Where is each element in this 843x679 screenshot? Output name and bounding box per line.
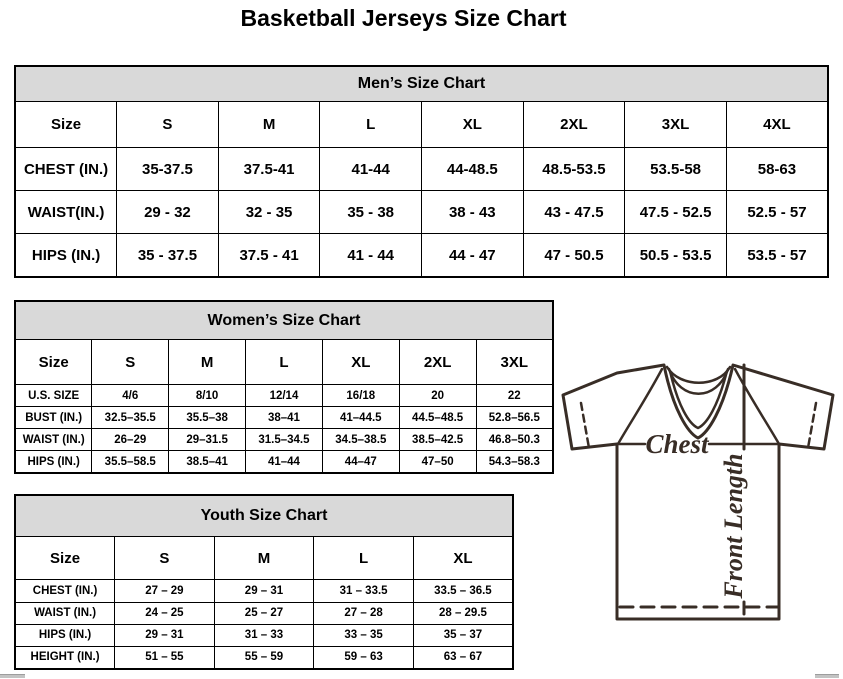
size-value-cell: 27 – 28: [314, 602, 414, 624]
size-value-cell: 51 – 55: [115, 646, 215, 669]
size-value-cell: 35.5–38: [169, 407, 246, 429]
size-value-cell: 44-48.5: [422, 148, 524, 191]
size-value-cell: 37.5 - 41: [218, 234, 320, 278]
size-value-cell: 43 - 47.5: [523, 191, 625, 234]
size-value-cell: 41-44: [320, 148, 422, 191]
table-title-row: [15, 301, 553, 340]
size-value-cell: 22: [476, 385, 553, 407]
table-row: [15, 451, 553, 474]
column-header: L: [320, 102, 422, 148]
table-title: Women’s Size Chart: [15, 301, 553, 340]
size-value-cell: 29 – 31: [115, 624, 215, 646]
column-header: 3XL: [625, 102, 727, 148]
table-title-row: [15, 66, 828, 102]
size-value-cell: 41–44: [246, 451, 323, 474]
size-value-cell: 59 – 63: [314, 646, 414, 669]
row-label: BUST (IN.): [15, 407, 92, 429]
womens-size-table: [14, 300, 554, 474]
table-row: [15, 385, 553, 407]
size-value-cell: 28 – 29.5: [413, 602, 513, 624]
row-label: HIPS (IN.): [15, 451, 92, 474]
size-value-cell: 47.5 - 52.5: [625, 191, 727, 234]
size-value-cell: 52.8–56.5: [476, 407, 553, 429]
row-label: WAIST(IN.): [15, 191, 117, 234]
size-value-cell: 41 - 44: [320, 234, 422, 278]
mens-size-table: [14, 65, 829, 278]
size-value-cell: 55 – 59: [214, 646, 314, 669]
size-value-cell: 52.5 - 57: [726, 191, 828, 234]
size-value-cell: 48.5-53.5: [523, 148, 625, 191]
size-value-cell: 32 - 35: [218, 191, 320, 234]
size-value-cell: 12/14: [246, 385, 323, 407]
size-value-cell: 29 - 32: [117, 191, 219, 234]
size-value-cell: 4/6: [92, 385, 169, 407]
youth-size-table: [14, 494, 514, 670]
column-header: S: [92, 340, 169, 385]
column-header: S: [117, 102, 219, 148]
column-header: 3XL: [476, 340, 553, 385]
size-value-cell: 47–50: [399, 451, 476, 474]
size-value-cell: 38–41: [246, 407, 323, 429]
column-header: S: [115, 537, 215, 580]
size-value-cell: 38 - 43: [422, 191, 524, 234]
size-value-cell: 33.5 – 36.5: [413, 580, 513, 602]
collar-rib-line: [669, 369, 728, 394]
column-header: M: [169, 340, 246, 385]
size-value-cell: 16/18: [322, 385, 399, 407]
column-header-row: [15, 537, 513, 580]
size-value-cell: 58-63: [726, 148, 828, 191]
table-row: [15, 407, 553, 429]
size-value-cell: 29–31.5: [169, 429, 246, 451]
size-value-cell: 38.5–42.5: [399, 429, 476, 451]
table-title: Men’s Size Chart: [15, 66, 828, 102]
column-header: 2XL: [399, 340, 476, 385]
row-label: WAIST (IN.): [15, 602, 115, 624]
size-value-cell: 20: [399, 385, 476, 407]
column-header-row: [15, 102, 828, 148]
table-row: [15, 148, 828, 191]
column-header: L: [314, 537, 414, 580]
size-value-cell: 35 - 37.5: [117, 234, 219, 278]
size-value-cell: 35-37.5: [117, 148, 219, 191]
size-value-cell: 53.5-58: [625, 148, 727, 191]
chest-label: Chest: [645, 429, 709, 459]
table-title: Youth Size Chart: [15, 495, 513, 537]
table-row: [15, 429, 553, 451]
size-value-cell: 38.5–41: [169, 451, 246, 474]
column-header: Size: [15, 102, 117, 148]
size-value-cell: 8/10: [169, 385, 246, 407]
column-header: Size: [15, 340, 92, 385]
size-value-cell: 44–47: [322, 451, 399, 474]
size-value-cell: 32.5–35.5: [92, 407, 169, 429]
column-header: 4XL: [726, 102, 828, 148]
row-label: HIPS (IN.): [15, 624, 115, 646]
row-label: CHEST (IN.): [15, 580, 115, 602]
table-row: [15, 602, 513, 624]
size-value-cell: 37.5-41: [218, 148, 320, 191]
size-value-cell: 41–44.5: [322, 407, 399, 429]
row-label: HIPS (IN.): [15, 234, 117, 278]
collar-rib-line: [667, 367, 730, 383]
table-row: [15, 191, 828, 234]
size-value-cell: 53.5 - 57: [726, 234, 828, 278]
size-value-cell: 29 – 31: [214, 580, 314, 602]
table-row: [15, 580, 513, 602]
column-header-row: [15, 340, 553, 385]
row-label: U.S. SIZE: [15, 385, 92, 407]
column-header: 2XL: [523, 102, 625, 148]
horizontal-scrollbar-fragment-right[interactable]: [815, 674, 839, 678]
size-value-cell: 47 - 50.5: [523, 234, 625, 278]
size-value-cell: 44.5–48.5: [399, 407, 476, 429]
row-label: HEIGHT (IN.): [15, 646, 115, 669]
column-header: Size: [15, 537, 115, 580]
table-row: [15, 646, 513, 669]
size-value-cell: 50.5 - 53.5: [625, 234, 727, 278]
size-value-cell: 25 – 27: [214, 602, 314, 624]
table-row: [15, 234, 828, 278]
column-header: M: [218, 102, 320, 148]
size-value-cell: 63 – 67: [413, 646, 513, 669]
column-header: L: [246, 340, 323, 385]
size-value-cell: 33 – 35: [314, 624, 414, 646]
jersey-outline: [563, 365, 833, 619]
size-value-cell: 35.5–58.5: [92, 451, 169, 474]
size-value-cell: 31 – 33: [214, 624, 314, 646]
size-value-cell: 35 – 37: [413, 624, 513, 646]
size-value-cell: 26–29: [92, 429, 169, 451]
size-value-cell: 34.5–38.5: [322, 429, 399, 451]
size-value-cell: 31 – 33.5: [314, 580, 414, 602]
size-value-cell: 44 - 47: [422, 234, 524, 278]
page-title: Basketball Jerseys Size Chart: [240, 5, 567, 31]
size-value-cell: 24 – 25: [115, 602, 215, 624]
column-header: XL: [413, 537, 513, 580]
row-label: CHEST (IN.): [15, 148, 117, 191]
table-row: [15, 624, 513, 646]
size-value-cell: 54.3–58.3: [476, 451, 553, 474]
size-value-cell: 27 – 29: [115, 580, 215, 602]
column-header: M: [214, 537, 314, 580]
table-title-row: [15, 495, 513, 537]
row-label: WAIST (IN.): [15, 429, 92, 451]
front-length-label: Front Length: [719, 453, 748, 599]
size-value-cell: 35 - 38: [320, 191, 422, 234]
column-header: XL: [422, 102, 524, 148]
jersey-diagram-svg: [558, 356, 840, 632]
size-value-cell: 31.5–34.5: [246, 429, 323, 451]
column-header: XL: [322, 340, 399, 385]
horizontal-scrollbar-fragment-left[interactable]: [0, 674, 25, 678]
size-value-cell: 46.8–50.3: [476, 429, 553, 451]
jersey-measurement-diagram: [558, 356, 840, 632]
